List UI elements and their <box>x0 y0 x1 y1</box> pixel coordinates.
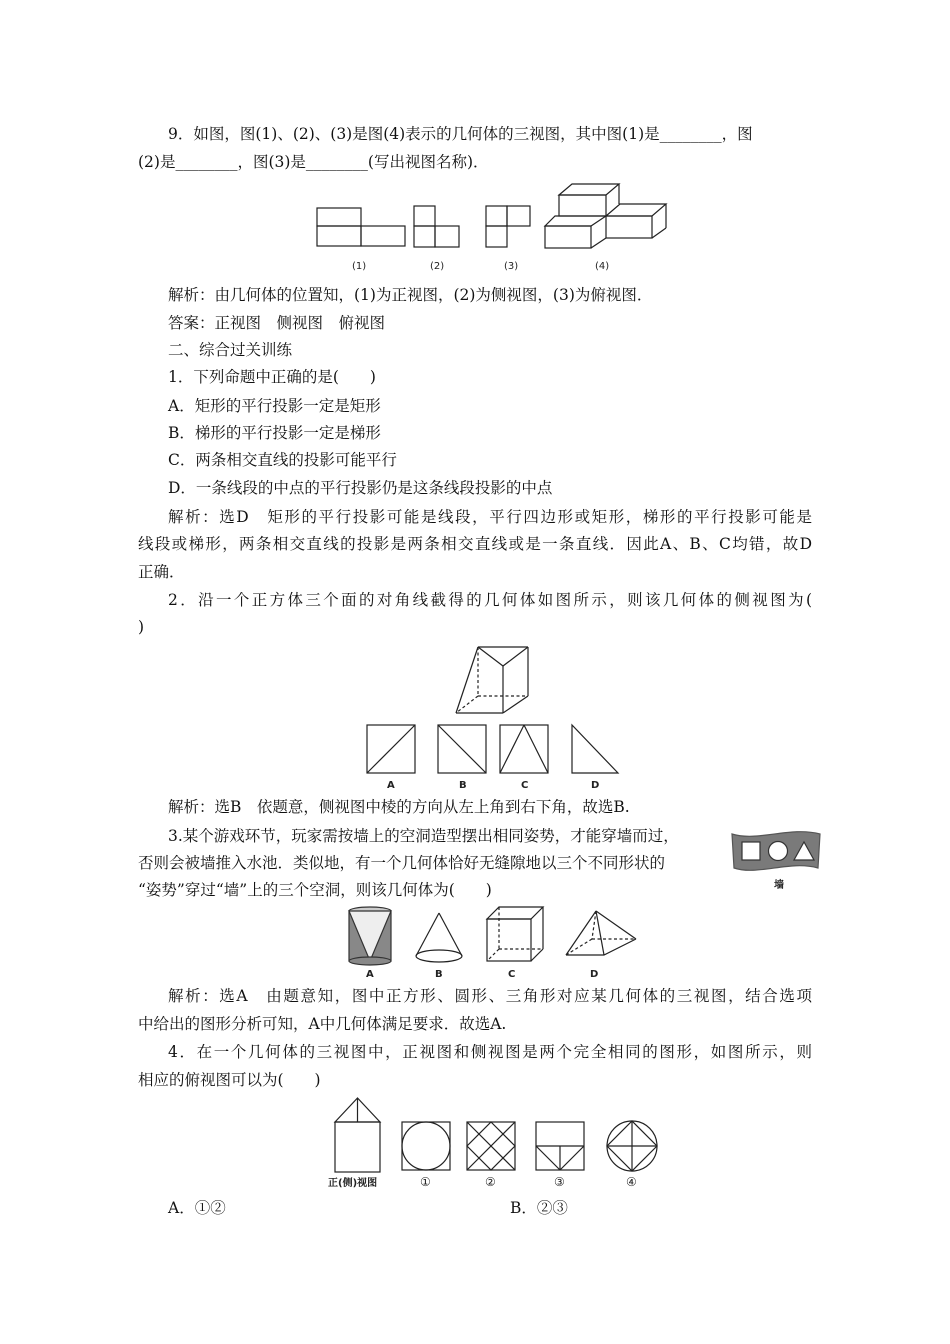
q4-label-3: ③ <box>554 1175 565 1189</box>
q4-top-view-2 <box>467 1122 515 1170</box>
q3-stem-line1: 3.某个游戏环节，玩家需按墙上的空洞造型摆出相同姿势，才能穿墙而过， <box>168 827 679 845</box>
q1-analysis-line2: 线段或梯形，两条相交直线的投影是两条相交直线或是一条直线．因此A、B、C均错，故D <box>138 535 812 553</box>
q9-fig1-front-view <box>317 208 405 246</box>
q4-stem-line1: 4．在一个几何体的三视图中，正视图和侧视图是两个完全相同的图形，如图所示，则 <box>168 1043 812 1061</box>
q3-option-b-solid <box>416 913 462 962</box>
q4-label-front-side: 正(侧)视图 <box>328 1178 378 1189</box>
q1-option-b: B．梯形的平行投影一定是梯形 <box>168 424 381 442</box>
q4-label-2: ② <box>485 1175 496 1189</box>
q4-option-b: B．②③ <box>510 1199 568 1217</box>
q2-stem-line2: ) <box>138 618 145 636</box>
q2-option-label-c: C <box>521 780 529 791</box>
q9-fig-label-4: (4) <box>595 261 610 272</box>
q2-option-a-view <box>367 725 415 773</box>
q1-option-d: D．一条线段的中点的平行投影仍是这条线段投影的中点 <box>168 479 553 497</box>
q3-option-label-a: A <box>366 969 374 980</box>
q1-analysis-line3: 正确． <box>138 563 185 581</box>
q2-option-label-d: D <box>591 780 600 791</box>
q9-fig-label-2: (2) <box>430 261 445 272</box>
q3-wall-figure <box>728 828 824 894</box>
q9-fig4-solid <box>545 184 666 248</box>
q1-analysis-line1: 解析：选D 矩形的平行投影可能是线段，平行四边形或矩形，梯形的平行投影可能是 <box>168 508 812 526</box>
q3-analysis-line2: 中给出的图形分析可知，A中几何体满足要求．故选A. <box>138 1015 507 1033</box>
q3-option-d-solid <box>566 911 636 955</box>
q9-three-view-figure <box>300 176 680 276</box>
q4-top-view-4 <box>607 1121 657 1171</box>
q9-stem-line2: (2)是________，图(3)是________(写出视图名称)． <box>138 153 489 171</box>
q1-stem: 1．下列命题中正确的是( ) <box>168 368 376 386</box>
q4-views-figure <box>320 1092 670 1192</box>
q3-option-a-solid <box>349 907 391 965</box>
q2-option-d-view <box>572 725 618 773</box>
q3-option-c-solid <box>487 907 543 961</box>
q2-solid-figure <box>440 640 540 720</box>
q2-option-label-a: A <box>387 780 395 791</box>
q4-top-view-3 <box>536 1122 584 1170</box>
q2-stem-line1: 2．沿一个正方体三个面的对角线截得的几何体如图所示，则该几何体的侧视图为( <box>168 591 812 609</box>
q3-option-label-c: C <box>508 969 516 980</box>
q2-options-figure <box>360 722 630 794</box>
q1-option-c: C．两条相交直线的投影可能平行 <box>168 451 397 469</box>
q2-option-c-view <box>500 725 548 773</box>
q9-fig3-top-view <box>486 206 530 247</box>
q9-answer: 答案：正视图 侧视图 俯视图 <box>168 314 386 332</box>
q4-front-side-view <box>335 1098 380 1172</box>
q3-stem-line2: 否则会被墙推入水池．类似地，有一个几何体恰好无缝隙地以三个不同形状的 <box>138 854 666 872</box>
q9-fig-label-1: (1) <box>352 261 367 272</box>
q9-analysis: 解析：由几何体的位置知，(1)为正视图，(2)为侧视图，(3)为俯视图． <box>168 286 653 304</box>
q9-fig-label-3: (3) <box>504 261 519 272</box>
q3-analysis-line1: 解析：选A 由题意知，图中正方形、圆形、三角形对应某几何体的三视图，结合选项 <box>168 987 812 1005</box>
q3-stem-line3: “姿势”穿过“墙”上的三个空洞，则该几何体为( ) <box>138 881 492 899</box>
q1-option-a: A．矩形的平行投影一定是矩形 <box>168 397 381 415</box>
q9-fig2-side-view <box>414 206 459 247</box>
q4-top-view-1 <box>402 1122 450 1170</box>
section-title: 二、综合过关训练 <box>168 341 293 359</box>
q3-wall-label: 墙 <box>774 880 784 891</box>
q3-option-label-d: D <box>590 969 599 980</box>
q4-label-4: ④ <box>626 1175 637 1189</box>
q3-option-label-b: B <box>435 969 443 980</box>
q2-analysis: 解析：选B 依题意，侧视图中棱的方向从左上角到右下角，故选B. <box>168 798 630 816</box>
q9-stem-line1: 9．如图，图(1)、(2)、(3)是图(4)表示的几何体的三视图，其中图(1)是________，图 <box>168 125 753 143</box>
q2-option-label-b: B <box>459 780 467 791</box>
q4-label-1: ① <box>420 1175 431 1189</box>
q4-stem-line2: 相应的俯视图可以为( ) <box>138 1071 321 1089</box>
q3-options-figure <box>340 903 640 983</box>
q2-option-b-view <box>438 725 486 773</box>
q4-option-a: A．①② <box>168 1199 226 1217</box>
